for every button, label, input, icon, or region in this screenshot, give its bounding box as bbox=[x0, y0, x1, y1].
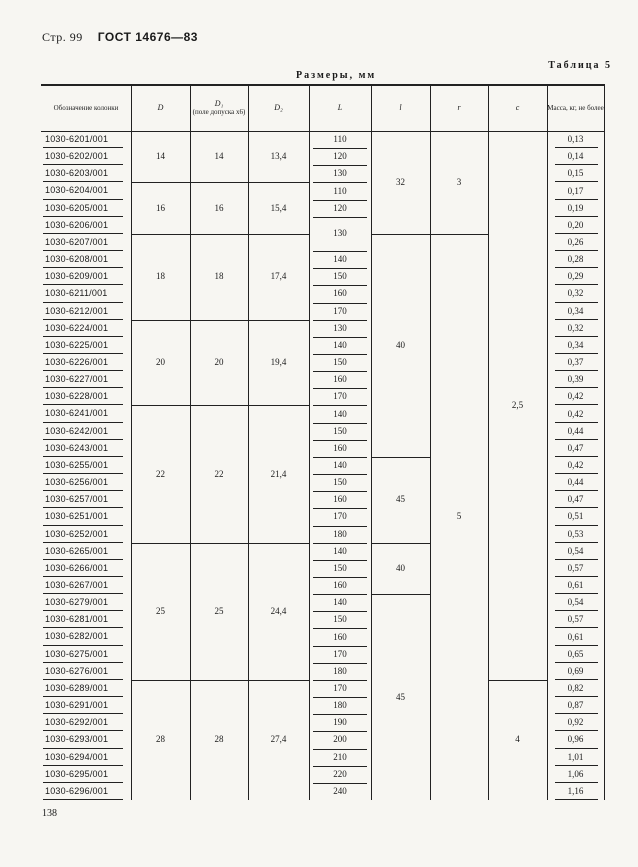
header-l: l bbox=[399, 102, 402, 112]
D2-value: 19,4 bbox=[270, 357, 287, 368]
designation-cell: 1030-6292/001 bbox=[45, 717, 109, 728]
designation-cell: 1030-6207/001 bbox=[45, 236, 109, 247]
designation-cell: 1030-6266/001 bbox=[45, 562, 109, 573]
header-D1-note: (поле допуска x6) bbox=[192, 107, 246, 116]
D-value: 22 bbox=[156, 468, 165, 479]
mass-value: 1,01 bbox=[567, 751, 584, 762]
L-value: 210 bbox=[333, 751, 347, 762]
mass-value: 0,57 bbox=[567, 614, 584, 625]
D-group-divider bbox=[131, 405, 309, 406]
page-label: Стр. 99 bbox=[42, 30, 83, 44]
D1-value: 20 bbox=[214, 357, 224, 368]
designation-cell: 1030-6226/001 bbox=[45, 357, 109, 367]
designation-cell: 1030-6276/001 bbox=[45, 665, 109, 676]
mass-value: 0,69 bbox=[567, 665, 584, 676]
L-value: 160 bbox=[333, 288, 347, 299]
designation-cell: 1030-6212/001 bbox=[45, 305, 109, 316]
designation-underline bbox=[43, 422, 123, 423]
L-row-divider bbox=[313, 285, 367, 286]
designation-cell: 1030-6211/001 bbox=[45, 288, 108, 299]
mass-value: 0,20 bbox=[567, 219, 584, 230]
header-mass: Масса, кг, не более bbox=[547, 103, 604, 112]
D1-value: 25 bbox=[214, 605, 224, 616]
L-row-divider bbox=[313, 646, 367, 647]
l-value: 32 bbox=[396, 176, 405, 187]
designation-cell: 1030-6203/001 bbox=[45, 168, 109, 179]
designation-cell: 1030-6289/001 bbox=[45, 682, 109, 693]
D-group-divider bbox=[131, 543, 309, 544]
designation-underline bbox=[43, 199, 123, 200]
designation-cell: 1030-6206/001 bbox=[45, 219, 109, 230]
mass-value: 0,61 bbox=[567, 631, 584, 642]
mass-value: 0,61 bbox=[567, 580, 584, 591]
L-value: 140 bbox=[333, 597, 347, 608]
designation-underline bbox=[43, 250, 123, 251]
r-value: 3 bbox=[456, 176, 462, 187]
L-row-divider bbox=[313, 783, 367, 784]
D1-value: 14 bbox=[214, 151, 224, 162]
L-value: 180 bbox=[333, 665, 347, 676]
L-row-divider bbox=[313, 697, 367, 698]
L-row-divider bbox=[313, 371, 367, 372]
L-row-divider bbox=[313, 594, 367, 595]
L-row-divider bbox=[313, 611, 367, 612]
designation-cell: 1030-6201/001 bbox=[45, 134, 109, 144]
mass-value: 0,42 bbox=[567, 391, 584, 402]
L-row-divider bbox=[313, 354, 367, 355]
page-number: 138 bbox=[42, 808, 57, 819]
L-value: 150 bbox=[333, 271, 347, 282]
designation-underline bbox=[43, 593, 123, 594]
designation-underline bbox=[43, 387, 123, 388]
mass-value: 0,39 bbox=[567, 374, 584, 385]
L-row-divider bbox=[313, 200, 367, 201]
header-L: L bbox=[337, 102, 343, 112]
L-value: 120 bbox=[333, 202, 347, 213]
mass-value: 0,14 bbox=[567, 151, 584, 162]
l-value: 40 bbox=[396, 562, 405, 573]
L-value: 170 bbox=[333, 682, 347, 693]
L-row-divider bbox=[313, 526, 367, 527]
designation-underline bbox=[43, 507, 123, 508]
designation-underline bbox=[43, 233, 123, 234]
D-value: 16 bbox=[156, 202, 165, 213]
L-value: 140 bbox=[333, 459, 347, 470]
mass-value: 0,32 bbox=[567, 322, 584, 333]
L-value: 170 bbox=[333, 305, 347, 316]
mass-value: 0,53 bbox=[567, 528, 584, 539]
L-value: 220 bbox=[333, 768, 347, 779]
L-value: 160 bbox=[333, 442, 347, 453]
L-row-divider bbox=[313, 440, 367, 441]
r-group-divider bbox=[430, 234, 488, 235]
L-value: 160 bbox=[333, 374, 347, 385]
designation-cell: 1030-6208/001 bbox=[45, 254, 109, 265]
L-row-divider bbox=[313, 663, 367, 664]
c-value: 2,5 bbox=[511, 399, 524, 410]
header-c: c bbox=[515, 102, 520, 112]
r-value: 5 bbox=[456, 511, 462, 522]
designation-underline bbox=[43, 404, 123, 405]
header-D1 bbox=[190, 84, 248, 131]
L-value: 140 bbox=[333, 408, 347, 419]
designation-underline bbox=[43, 525, 123, 526]
L-value: 170 bbox=[333, 648, 347, 659]
D2-value: 13,4 bbox=[270, 151, 287, 162]
designation-cell: 1030-6275/001 bbox=[45, 648, 109, 659]
header-D2: D₂ bbox=[274, 102, 283, 112]
D-group-divider bbox=[131, 234, 309, 235]
designation-underline bbox=[43, 164, 123, 165]
mass-value: 0,47 bbox=[567, 442, 584, 453]
D-group-divider bbox=[131, 182, 309, 183]
designation-cell: 1030-6242/001 bbox=[45, 425, 109, 436]
designation-cell: 1030-6209/001 bbox=[45, 271, 109, 282]
L-value: 180 bbox=[333, 700, 347, 711]
L-value: 180 bbox=[333, 528, 347, 539]
D1-value: 28 bbox=[214, 734, 224, 745]
designation-underline bbox=[43, 748, 123, 749]
table-label: Таблица 5 bbox=[548, 60, 612, 71]
L-row-divider bbox=[313, 628, 367, 629]
designation-underline bbox=[43, 576, 123, 577]
l-group-divider bbox=[371, 594, 430, 595]
designation-cell: 1030-6255/001 bbox=[45, 459, 109, 470]
l-value: 45 bbox=[396, 494, 405, 505]
L-row-divider bbox=[313, 680, 367, 681]
designation-underline bbox=[43, 302, 123, 303]
designation-underline bbox=[43, 319, 123, 320]
L-value: 200 bbox=[333, 734, 347, 745]
L-value: 240 bbox=[333, 785, 347, 796]
designation-cell: 1030-6204/001 bbox=[45, 185, 109, 196]
designation-cell: 1030-6251/001 bbox=[45, 511, 109, 522]
L-row-divider bbox=[313, 148, 367, 149]
L-row-divider bbox=[313, 560, 367, 561]
mass-value: 0,28 bbox=[567, 254, 584, 265]
L-row-divider bbox=[313, 474, 367, 475]
designation-cell: 1030-6225/001 bbox=[45, 339, 109, 350]
L-value: 150 bbox=[333, 477, 347, 488]
designation-cell: 1030-6257/001 bbox=[45, 494, 109, 505]
L-value: 150 bbox=[333, 562, 347, 573]
D-value: 25 bbox=[156, 605, 165, 616]
D2-value: 15,4 bbox=[270, 202, 287, 213]
designation-underline bbox=[43, 490, 123, 491]
D-value: 20 bbox=[156, 357, 165, 368]
L-value: 160 bbox=[333, 580, 347, 591]
mass-value: 0,54 bbox=[567, 597, 584, 608]
mass-value: 0,92 bbox=[567, 717, 584, 728]
designation-underline bbox=[43, 679, 123, 680]
designation-cell: 1030-6252/001 bbox=[45, 528, 109, 539]
sizes-label: Размеры, мм bbox=[296, 70, 377, 81]
mass-underline bbox=[555, 799, 598, 800]
D1-value: 22 bbox=[214, 468, 224, 479]
D2-value: 24,4 bbox=[270, 605, 287, 616]
dimensions-table bbox=[41, 84, 604, 800]
L-value: 170 bbox=[333, 511, 347, 522]
header-D1-symbol: D₁ bbox=[214, 98, 224, 108]
D-value: 18 bbox=[156, 271, 165, 282]
mass-value: 1,06 bbox=[567, 768, 584, 779]
L-value: 140 bbox=[333, 339, 347, 350]
designation-cell: 1030-6282/001 bbox=[45, 631, 109, 642]
L-row-divider bbox=[313, 766, 367, 767]
standard-title: ГОСТ 14676—83 bbox=[97, 30, 198, 44]
mass-value: 0,54 bbox=[567, 545, 584, 556]
designation-underline bbox=[43, 782, 123, 783]
L-row-divider bbox=[313, 217, 367, 218]
mass-value: 0,47 bbox=[567, 494, 584, 505]
column-divider bbox=[604, 84, 605, 800]
L-row-divider bbox=[313, 251, 367, 252]
L-row-divider bbox=[313, 405, 367, 406]
designation-underline bbox=[43, 559, 123, 560]
L-value: 170 bbox=[333, 391, 347, 402]
l-group-divider bbox=[371, 543, 430, 544]
L-value: 140 bbox=[333, 545, 347, 556]
mass-value: 0,26 bbox=[567, 236, 584, 247]
D-value: 14 bbox=[156, 151, 165, 162]
L-row-divider bbox=[313, 731, 367, 732]
designation-underline bbox=[43, 473, 123, 474]
header-r: r bbox=[457, 102, 461, 112]
L-row-divider bbox=[313, 577, 367, 578]
L-row-divider bbox=[313, 714, 367, 715]
D-group-divider bbox=[131, 320, 309, 321]
L-value: 110 bbox=[333, 185, 347, 196]
designation-underline bbox=[43, 336, 123, 337]
L-value-merged: 130 bbox=[333, 228, 347, 239]
mass-value: 0,19 bbox=[567, 202, 584, 213]
L-row-divider bbox=[313, 268, 367, 269]
designation-underline bbox=[43, 542, 123, 543]
designation-underline bbox=[43, 627, 123, 628]
designation-underline bbox=[43, 181, 123, 182]
mass-value: 0,82 bbox=[567, 682, 584, 693]
mass-value: 0,87 bbox=[567, 700, 584, 711]
header-designation: Обозначение колонки bbox=[53, 103, 119, 112]
l-value: 40 bbox=[396, 339, 405, 350]
designation-underline bbox=[43, 439, 123, 440]
designation-underline bbox=[43, 216, 123, 217]
designation-cell: 1030-6291/001 bbox=[45, 700, 109, 711]
mass-value: 0,42 bbox=[567, 408, 584, 419]
L-value: 130 bbox=[333, 168, 347, 179]
designation-underline bbox=[43, 456, 123, 457]
mass-value: 0,34 bbox=[567, 339, 584, 350]
designation-cell: 1030-6228/001 bbox=[45, 391, 109, 402]
mass-value: 0,57 bbox=[567, 562, 584, 573]
designation-cell: 1030-6205/001 bbox=[45, 202, 109, 213]
L-row-divider bbox=[313, 165, 367, 166]
designation-underline bbox=[43, 730, 123, 731]
D-value: 28 bbox=[156, 734, 165, 745]
mass-value: 0,65 bbox=[567, 648, 584, 659]
L-value: 110 bbox=[333, 134, 347, 145]
designation-underline bbox=[43, 284, 123, 285]
designation-cell: 1030-6202/001 bbox=[45, 151, 109, 162]
designation-underline bbox=[43, 662, 123, 663]
designation-underline bbox=[43, 267, 123, 268]
designation-cell: 1030-6294/001 bbox=[45, 751, 109, 762]
L-row-divider bbox=[313, 303, 367, 304]
page-header bbox=[42, 30, 198, 45]
designation-cell: 1030-6281/001 bbox=[45, 614, 109, 625]
designation-cell: 1030-6267/001 bbox=[45, 580, 109, 590]
designation-underline bbox=[43, 696, 123, 697]
L-row-divider bbox=[313, 508, 367, 509]
mass-value: 0,32 bbox=[567, 288, 584, 299]
designation-cell: 1030-6293/001 bbox=[45, 734, 109, 745]
designation-underline bbox=[43, 765, 123, 766]
mass-value: 0,13 bbox=[567, 134, 584, 145]
mass-value: 0,44 bbox=[567, 477, 584, 488]
mass-value: 1,16 bbox=[567, 785, 584, 796]
L-row-divider bbox=[313, 749, 367, 750]
L-value: 140 bbox=[333, 254, 347, 265]
mass-value: 0,17 bbox=[567, 185, 584, 196]
designation-underline bbox=[43, 610, 123, 611]
designation-cell: 1030-6227/001 bbox=[45, 374, 109, 385]
l-group-divider bbox=[371, 457, 430, 458]
designation-cell: 1030-6224/001 bbox=[45, 322, 109, 333]
c-group-divider bbox=[488, 680, 547, 681]
mass-value: 0,96 bbox=[567, 734, 584, 745]
mass-value: 0,15 bbox=[567, 168, 584, 179]
designation-underline bbox=[43, 147, 123, 148]
L-value: 160 bbox=[333, 631, 347, 642]
designation-underline bbox=[43, 713, 123, 714]
L-row-divider bbox=[313, 543, 367, 544]
designation-underline bbox=[43, 645, 123, 646]
L-row-divider bbox=[313, 388, 367, 389]
designation-cell: 1030-6243/001 bbox=[45, 442, 109, 453]
L-value: 120 bbox=[333, 151, 347, 162]
mass-value: 0,44 bbox=[567, 425, 584, 436]
designation-underline bbox=[43, 799, 123, 800]
L-value: 150 bbox=[333, 357, 347, 368]
mass-value: 0,42 bbox=[567, 459, 584, 470]
D2-value: 21,4 bbox=[270, 468, 287, 479]
D-group-divider bbox=[131, 680, 309, 681]
L-value: 190 bbox=[333, 717, 347, 728]
column-divider bbox=[547, 84, 548, 800]
designation-cell: 1030-6296/001 bbox=[45, 785, 109, 796]
designation-cell: 1030-6256/001 bbox=[45, 477, 109, 488]
designation-cell: 1030-6241/001 bbox=[45, 408, 109, 419]
designation-cell: 1030-6295/001 bbox=[45, 768, 109, 779]
L-value: 150 bbox=[333, 425, 347, 436]
L-row-divider bbox=[313, 182, 367, 183]
L-row-divider bbox=[313, 423, 367, 424]
mass-value: 0,34 bbox=[567, 305, 584, 316]
L-row-divider bbox=[313, 491, 367, 492]
designation-underline bbox=[43, 353, 123, 354]
l-group-divider bbox=[371, 234, 430, 235]
mass-value: 0,51 bbox=[567, 511, 584, 522]
c-value: 4 bbox=[515, 734, 520, 745]
L-row-divider bbox=[313, 337, 367, 338]
D1-value: 16 bbox=[214, 202, 224, 213]
designation-cell: 1030-6265/001 bbox=[45, 545, 109, 556]
L-value: 160 bbox=[333, 494, 347, 505]
designation-cell: 1030-6279/001 bbox=[45, 597, 109, 608]
D2-value: 27,4 bbox=[270, 734, 287, 745]
header-D: D bbox=[157, 102, 164, 112]
L-row-divider bbox=[313, 457, 367, 458]
l-value: 45 bbox=[396, 691, 405, 702]
designation-underline bbox=[43, 370, 123, 371]
mass-value: 0,37 bbox=[567, 357, 584, 368]
D1-value: 18 bbox=[214, 271, 224, 282]
mass-value: 0,29 bbox=[567, 271, 584, 282]
L-value: 130 bbox=[333, 322, 347, 333]
D2-value: 17,4 bbox=[270, 271, 287, 282]
L-row-divider bbox=[313, 320, 367, 321]
L-value: 150 bbox=[333, 614, 347, 625]
